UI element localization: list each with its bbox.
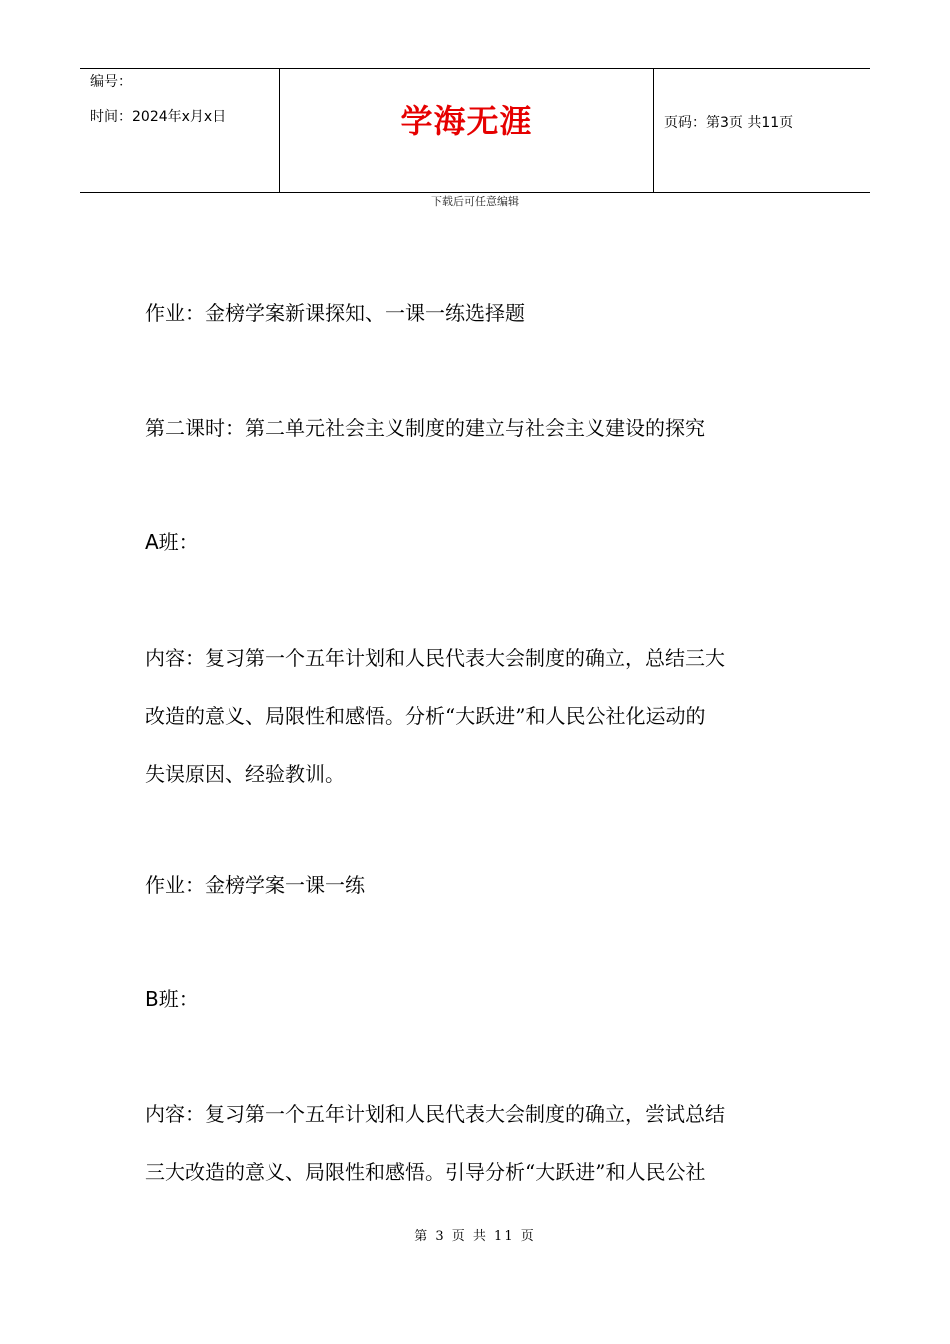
header-right-cell [654, 69, 870, 192]
header-center-cell [280, 69, 654, 192]
class-a-content-line: 内容：复习第一个五年计划和人民代表大会制度的确立，总结三大 [145, 646, 725, 670]
homework-paragraph-2: 作业：金榜学案一课一练 [145, 873, 365, 897]
homework-paragraph-1: 作业：金榜学案新课探知、一课一练选择题 [145, 301, 525, 325]
document-header [80, 68, 870, 193]
date-label: 时间：2024年x月x日 [90, 109, 227, 125]
class-a-content-line: 失误原因、经验教训。 [145, 762, 345, 786]
header-left-cell [80, 69, 280, 192]
class-a-content-line: 改造的意义、局限性和感悟。分析“大跃进”和人民公社化运动的 [145, 704, 706, 728]
class-b-content-line: 三大改造的意义、局限性和感悟。引导分析“大跃进”和人民公社 [145, 1160, 706, 1184]
page-footer: 第 3 页 共 11 页 [414, 1229, 536, 1244]
lesson-heading: 第二课时：第二单元社会主义制度的建立与社会主义建设的探究 [145, 416, 705, 440]
class-b-content-line: 内容：复习第一个五年计划和人民代表大会制度的确立，尝试总结 [145, 1102, 725, 1126]
class-b-content [145, 1085, 810, 1201]
class-a-content [145, 629, 810, 803]
class-a-label: A班： [145, 530, 199, 554]
brand-title: 学海无涯 [400, 102, 533, 140]
download-note: 下载后可任意编辑 [431, 195, 519, 208]
class-b-label: B班： [145, 987, 199, 1011]
serial-number-label: 编号： [90, 74, 132, 90]
page-code-label: 页码：第3页 共11页 [664, 115, 794, 131]
